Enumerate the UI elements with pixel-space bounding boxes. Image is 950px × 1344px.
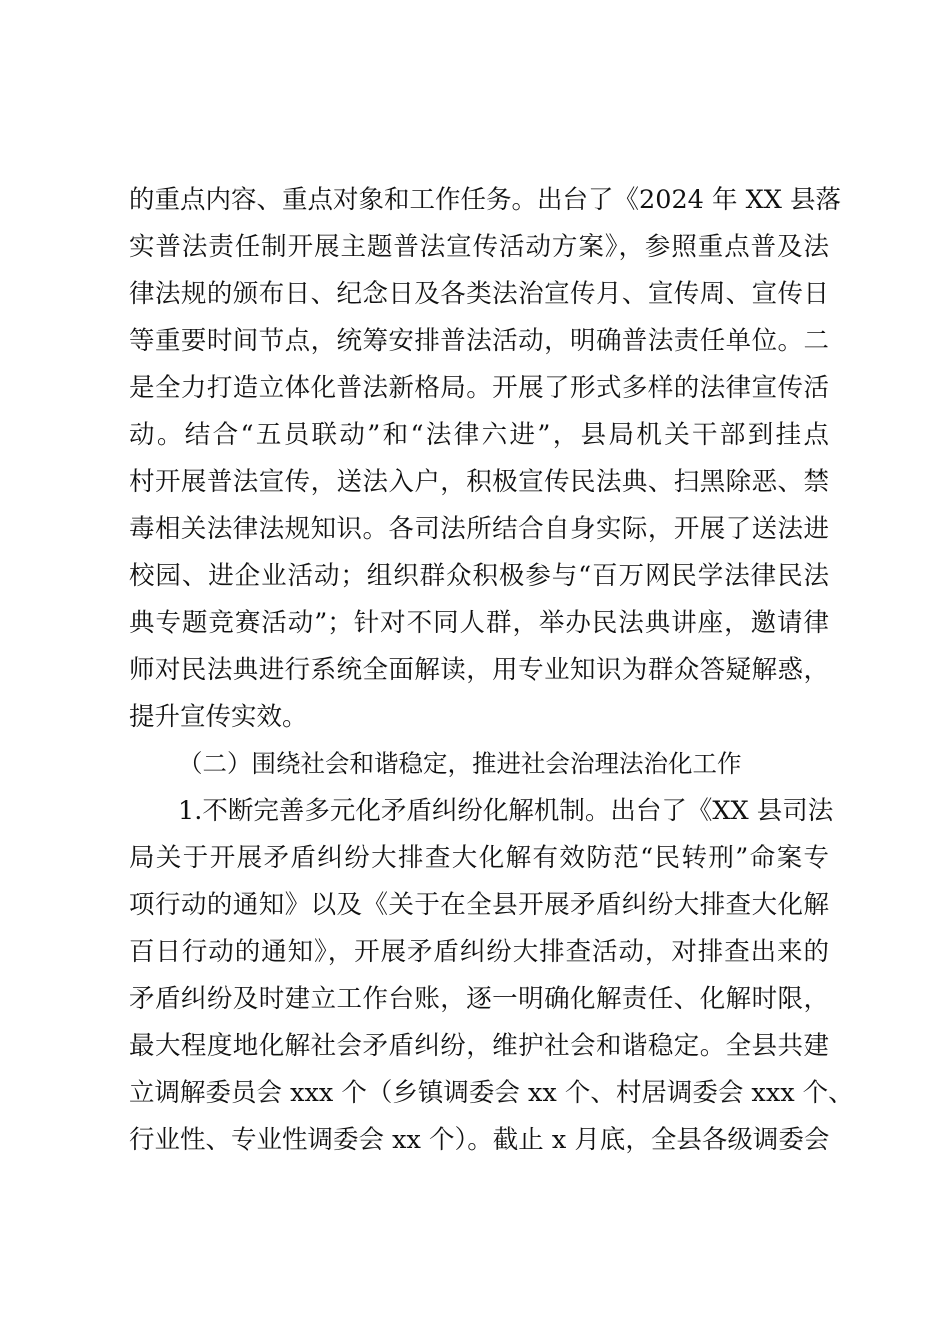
paragraph-line: 是全力打造立体化普法新格局。开展了形式多样的法律宣传活 [129, 373, 829, 403]
paragraph-line: 律法规的颁布日、纪念日及各类法治宣传月、宣传周、宣传日 [129, 279, 829, 309]
paragraph-line: 矛盾纠纷及时建立工作台账，逐一明确化解责任、化解时限， [129, 984, 829, 1014]
paragraph-line: 的重点内容、重点对象和工作任务。出台了《2024 年 XX 县落 [129, 185, 842, 215]
paragraph-line: 局关于开展矛盾纠纷大排查大化解有效防范“民转刑”命案专 [129, 843, 829, 873]
paragraph-line: 立调解委员会 xxx 个（乡镇调委会 xx 个、村居调委会 xxx 个、 [129, 1078, 854, 1108]
paragraph-line: 实普法责任制开展主题普法宣传活动方案》，参照重点普及法 [129, 232, 829, 262]
paragraph-line: 提升宣传实效。 [129, 702, 308, 732]
paragraph-line: 等重要时间节点，统筹安排普法活动，明确普法责任单位。二 [129, 326, 829, 356]
paragraph-line: 1.不断完善多元化矛盾纠纷化解机制。出台了《XX 县司法 [178, 796, 834, 826]
paragraph-line: 村开展普法宣传，送法入户，积极宣传民法典、扫黑除恶、禁 [129, 467, 829, 497]
paragraph-line: 师对民法典进行系统全面解读，用专业知识为群众答疑解惑， [129, 655, 829, 685]
section-heading: （二）围绕社会和谐稳定，推进社会治理法治化工作 [178, 749, 742, 778]
paragraph-line: 校园、进企业活动；组织群众积极参与“百万网民学法律民法 [129, 561, 829, 591]
paragraph-line: 毒相关法律法规知识。各司法所结合自身实际，开展了送法进 [129, 514, 829, 544]
paragraph-line: 典专题竞赛活动”；针对不同人群，举办民法典讲座，邀请律 [129, 608, 829, 638]
paragraph-line: 行业性、专业性调委会 xx 个）。截止 x 月底，全县各级调委会 [129, 1125, 830, 1155]
paragraph-line: 项行动的通知》以及《关于在全县开展矛盾纠纷大排查大化解 [129, 890, 829, 920]
paragraph-line: 最大程度地化解社会矛盾纠纷，维护社会和谐稳定。全县共建 [129, 1031, 829, 1061]
paragraph-line: 百日行动的通知》，开展矛盾纠纷大排查活动，对排查出来的 [129, 937, 829, 967]
paragraph-line: 动。结合“五员联动”和“法律六进”，县局机关干部到挂点 [129, 420, 829, 450]
